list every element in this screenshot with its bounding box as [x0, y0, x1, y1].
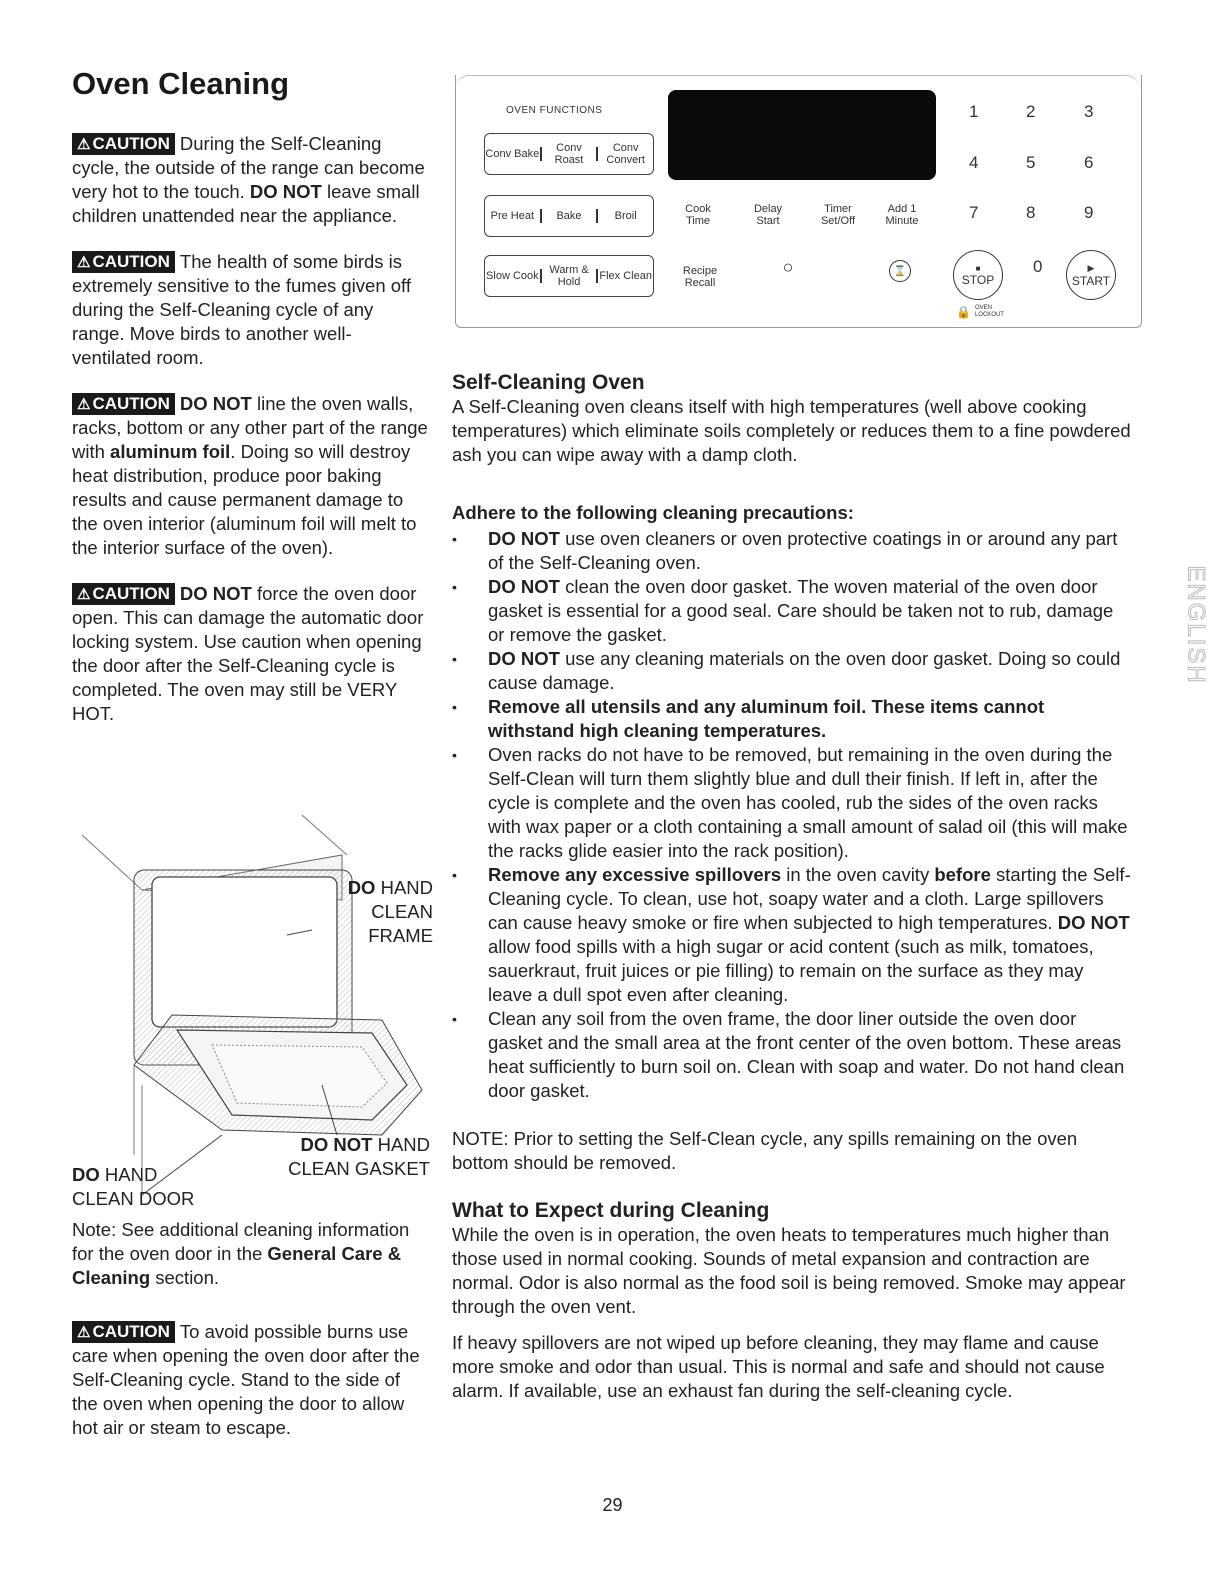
- label-do-not-clean-gasket: DO NOT HAND CLEAN GASKET: [288, 1134, 430, 1179]
- light-bulb-icon[interactable]: ○: [782, 257, 794, 277]
- page-title: Oven Cleaning: [72, 66, 290, 101]
- expect-paragraph-1: While the oven is in operation, the oven heats to temperatures much higher than those used in normal cooking. Sounds of metal expansion and contraction are normal. Odor is also normal as the food soil is being removed. Smoke may appear through the oven vent.: [452, 1224, 1126, 1317]
- precautions-title: Adhere to the following cleaning precautions:: [452, 502, 854, 523]
- warning-icon: ⚠: [77, 254, 91, 271]
- list-item: • DO NOT use any cleaning materials on the oven door gasket. Doing so could cause damage.: [452, 647, 1132, 695]
- flex-clean-key[interactable]: Flex Clean: [599, 270, 652, 282]
- clock-icon[interactable]: ⌛: [889, 260, 911, 282]
- left-column-bottom: [72, 1218, 430, 1462]
- caution-badge: ⚠ CAUTION: [72, 583, 175, 605]
- list-item: • Remove any excessive spillovers in the oven cavity before starting the Self-Cleaning cycle. To clean, use hot, soapy water and a cloth. Large spillovers can cause heavy smoke or fire when subjected to high temperatures. DO NOT allow food spills with a high sugar or acid content (such as milk, tomatoes, sauerkraut, fruit juices or pie filling) to remain on the surface as they may leave a dull spot even after cleaning.: [452, 863, 1132, 1007]
- expect-paragraph-2: If heavy spillovers are not wiped up before cleaning, they may flame and cause more smoke and odor than usual. This is normal and safe and should not cause alarm. If available, use an exhaust fan during the self-cleaning cycle.: [452, 1332, 1105, 1401]
- key-3[interactable]: 3: [1084, 102, 1094, 121]
- preheat-key[interactable]: Pre Heat: [490, 210, 535, 222]
- door-note: Note: See additional cleaning information for the oven door in the General Care & Cleaning section.: [72, 1219, 410, 1288]
- stop-button[interactable]: ■ STOP: [953, 250, 1003, 300]
- warning-icon: ⚠: [77, 136, 91, 153]
- self-cleaning-heading: Self-Cleaning Oven: [452, 371, 645, 394]
- warning-icon: ⚠: [77, 1324, 91, 1341]
- conv-bake-key[interactable]: Conv Bake: [485, 148, 540, 160]
- timer-key[interactable]: Timer Set/Off: [820, 203, 856, 227]
- oven-control-panel: [455, 75, 1142, 328]
- list-item: • DO NOT clean the oven door gasket. The woven material of the oven door gasket is essential for a good seal. Care should be taken not to rub, damage or remove the gasket.: [452, 575, 1132, 647]
- slow-cook-key[interactable]: Slow Cook: [486, 270, 539, 282]
- key-2[interactable]: 2: [1026, 102, 1036, 121]
- spills-note: NOTE: Prior to setting the Self-Clean cycle, any spills remaining on the oven bottom should be removed.: [452, 1128, 1078, 1173]
- add-minute-key[interactable]: Add 1 Minute: [885, 203, 919, 227]
- key-8[interactable]: 8: [1026, 203, 1036, 222]
- key-group-bake: [484, 195, 654, 237]
- caution-2: ⚠ CAUTION The health of some birds is extremely sensitive to the fumes given off during the Self-Cleaning cycle of any range. Move birds to another well-ventilated room.: [72, 251, 411, 368]
- lock-icon: 🔒: [956, 305, 971, 319]
- caution-badge: ⚠ CAUTION: [72, 1321, 175, 1343]
- left-column: [72, 132, 430, 748]
- warning-icon: ⚠: [77, 586, 91, 603]
- list-item: • DO NOT use oven cleaners or oven protective coatings in or around any part of the Self-Cleaning oven.: [452, 527, 1132, 575]
- page-number: 29: [602, 1495, 623, 1515]
- oven-functions-label: OVEN FUNCTIONS: [506, 105, 603, 116]
- english-side-tab: [1180, 560, 1210, 690]
- caution-1: ⚠ CAUTION During the Self-Cleaning cycle, the outside of the range can become very hot to the touch. DO NOT leave small children unattended near the appliance.: [72, 133, 425, 226]
- key-1[interactable]: 1: [969, 102, 979, 121]
- key-group-conv: [484, 133, 654, 175]
- play-icon: ▶: [1087, 262, 1095, 273]
- self-cleaning-intro: A Self-Cleaning oven cleans itself with high temperatures (well above cooking temperatures) which eliminate soils completely or reduces them to a fine powdered ash you can wipe away with a damp cloth.: [452, 396, 1131, 465]
- key-6[interactable]: 6: [1084, 153, 1094, 172]
- delay-start-key[interactable]: Delay Start: [753, 203, 783, 227]
- key-4[interactable]: 4: [969, 153, 979, 172]
- stop-icon: ■: [975, 263, 981, 273]
- bake-key[interactable]: Bake: [556, 210, 582, 222]
- label-do-hand-clean-frame: DO HAND CLEAN FRAME: [347, 877, 433, 946]
- caution-5: ⚠ CAUTION To avoid possible burns use care when opening the oven door after the Self-Cleaning cycle. Stand to the side of the oven when opening the door to allow hot air or steam to escape.: [72, 1321, 420, 1438]
- warm-hold-key[interactable]: Warm & Hold: [549, 264, 589, 288]
- warning-icon: ⚠: [77, 396, 91, 413]
- caution-badge: ⚠ CAUTION: [72, 251, 175, 273]
- list-item: • Remove all utensils and any aluminum foil. These items cannot withstand high cleaning temperatures.: [452, 695, 1132, 743]
- caution-badge: ⚠ CAUTION: [72, 133, 175, 155]
- recipe-recall-key[interactable]: Recipe Recall: [682, 265, 718, 289]
- key-9[interactable]: 9: [1084, 203, 1094, 222]
- caution-3: ⚠ CAUTION DO NOT line the oven walls, racks, bottom or any other part of the range with aluminum foil. Doing so will destroy heat distribution, produce poor baking results and cause permanent damage to the oven interior (aluminum foil will melt to the interior surface of the oven).: [72, 393, 428, 558]
- label-do-clean-door: DO HAND CLEAN DOOR: [72, 1164, 195, 1209]
- key-group-slow: [484, 255, 654, 297]
- oven-lockout[interactable]: 🔒 OVEN LOCKOUT: [956, 305, 1004, 319]
- conv-convert-key[interactable]: Conv Convert: [606, 142, 645, 166]
- side-tab-label: ENGLISH: [1182, 565, 1210, 685]
- caution-badge: ⚠ CAUTION: [72, 393, 175, 415]
- list-item: • Clean any soil from the oven frame, the door liner outside the oven door gasket and the small area at the front center of the oven bottom. These areas heat sufficiently to burn soil on. Clean with soap and water. Do not hand clean door gasket.: [452, 1007, 1132, 1103]
- start-button[interactable]: ▶ START: [1066, 250, 1116, 300]
- cook-time-key[interactable]: Cook Time: [685, 203, 711, 227]
- panel-display: [668, 90, 936, 180]
- expect-heading: What to Expect during Cleaning: [452, 1199, 770, 1222]
- key-5[interactable]: 5: [1026, 153, 1036, 172]
- caution-4: ⚠ CAUTION DO NOT force the oven door open. This can damage the automatic door locking system. Use caution when opening the door after the Self-Cleaning cycle is completed. The oven may still be VERY HOT.: [72, 583, 424, 724]
- broil-key[interactable]: Broil: [614, 210, 637, 222]
- key-0[interactable]: 0: [1033, 257, 1043, 276]
- right-column: [452, 371, 1132, 1403]
- list-item: • Oven racks do not have to be removed, but remaining in the oven during the Self-Clean will turn them slightly blue and dull their finish. If left in, after the cycle is complete and the oven has cooled, rub the sides of the oven racks with wax paper or a cloth containing a small amount of salad oil (this will make the racks glide easier into the rack position).: [452, 743, 1132, 863]
- conv-roast-key[interactable]: Conv Roast: [554, 142, 584, 166]
- precautions-list: [452, 527, 1132, 1103]
- key-7[interactable]: 7: [969, 203, 979, 222]
